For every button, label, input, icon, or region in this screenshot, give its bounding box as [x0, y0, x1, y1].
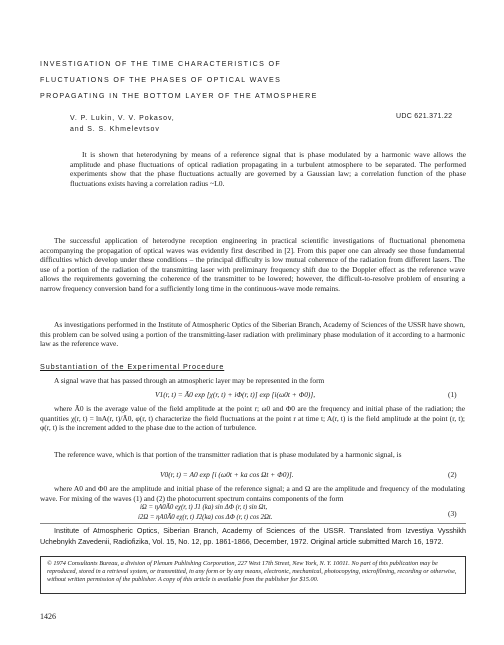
section-paragraph-3: The reference wave, which is that portion of the transmitter radiation that is phase modulated by a harmonic signal, is	[54, 450, 402, 459]
equation-2: V0(r, t) = A0 exp [i (ω0t + ka cos Ωt + Φ0)].	[160, 470, 294, 479]
copyright-box	[40, 556, 466, 594]
intro-paragraph-1: The successful application of heterodyne reception engineering in practical scientific investigations of fluctuational phenomena accompanying the propagation of optical waves was evidently first described in [2]. From this paper one can already see those fundamental difficulties which develop under these conditions – the principal difficulty is low mutual coherence of the radiation from different lasers. The use of a portion of the radiation of the transmitting laser with preliminary frequency shift due to the Doppler effect as the reference wave allows the requirements governing the coherence of the transmitter to be lowered; however, the difficult-to-resolve problem of ensuring a narrow frequency conversion band for a sufficiently long time in the continuous-wave mode remains.	[40, 236, 465, 293]
section-heading: Substantiation of the Experimental Procedure	[40, 362, 225, 371]
authors	[70, 113, 175, 135]
page-number: 1426	[40, 612, 56, 621]
title-line-1: INVESTIGATION OF THE TIME CHARACTERISTICS OF	[40, 60, 282, 68]
equation-1: V1(r, t) = Ā0 exp [χ(r, t) + iΦ(r, t)] exp [i(ω0t + Φ0)],	[155, 390, 316, 399]
section-paragraph-4: where A0 and Φ0 are the amplitude and initial phase of the reference signal; a and Ω are the amplitude and frequency of the modulating wave. For mixing of the waves (1) and (2) the photocurrent spectrum contains components of the form	[40, 484, 465, 503]
authors-line-2: and S. S. Khmelevtsov	[70, 126, 160, 133]
udc-code: UDC 621.371.22	[396, 113, 453, 120]
equation-2-number: (2)	[448, 470, 457, 479]
footnote-divider	[40, 523, 466, 524]
authors-line-1: V. P. Lukin, V. V. Pokasov,	[70, 115, 175, 122]
intro-paragraph-2: As investigations performed in the Institute of Atmospheric Optics of the Siberian Branch, Academy of Sciences of the USSR have shown, this problem can be solved using a portion of the transmitting-laser radiation with preliminary phase modulation of it according to a harmonic law as the reference wave.	[40, 320, 465, 349]
equation-1-number: (1)	[448, 390, 457, 399]
copyright-text: © 1974 Consultants Bureau, a division of Plenum Publishing Corporation, 227 West 17th Street, New York, N. Y. 10011. No part of this publication may be reproduced, stored in a retrieval system, or transmitted, in any form or by any means, electronic, mechanical, photocopying, microfilming, recording or otherwise, without written permission of the publisher. A copy of this article is available from the publisher for $15.00.	[47, 560, 457, 584]
title-line-2: FLUCTUATIONS OF THE PHASES OF OPTICAL WAVES	[40, 76, 282, 84]
title-line-3: PROPAGATING IN THE BOTTOM LAYER OF THE ATMOSPHERE	[40, 92, 318, 100]
section-paragraph-2: where Ā0 is the average value of the field amplitude at the point r; ω0 and Φ0 are the frequency and initial phase of the radiation; the quantities χ(r, t) = lnA(r, t)/Ā0, φ(r, t) characterize the field fluctuations at the point r at time t; A(r, t) is the field amplitude at the point (r, t); φ(r, t) is the increment added to the phase due to the action of turbulence.	[40, 404, 465, 433]
section-paragraph-1: A signal wave that has passed through an atmospheric layer may be represented in the form	[54, 376, 325, 385]
footnote: Institute of Atmospheric Optics, Siberian Branch, Academy of Sciences of the USSR. Translated from Izvestiya Vysshikh Uchebnykh Zavedenii, Radiofizika, Vol. 15, No. 12, pp. 1861-1866, December, 1972. Original article submitted March 16, 1972.	[40, 526, 466, 546]
equation-3-number: (3)	[448, 509, 457, 518]
equation-3a: iΩ = ηA0Ā0 eχ(r, t) J1 (ka) sin ΔΦ (r, t) sin Ωt,	[140, 504, 268, 511]
abstract: It is shown that heterodyning by means of a reference signal that is phase modulated by a harmonic wave allows the amplitude and phase fluctuations of optical radiation propagating in a turbulent atmosphere to be separated. The performed experiments show that the phase fluctuations actually are governed by a Gaussian law; a correlation function of the phase fluctuations exists having a correlation radius ~L0.	[70, 150, 466, 189]
equation-3b: i2Ω = ηA0Ā0 eχ(r, t) J2(ka) cos ΔΦ (r, t) cos 2Ωt.	[138, 514, 273, 521]
